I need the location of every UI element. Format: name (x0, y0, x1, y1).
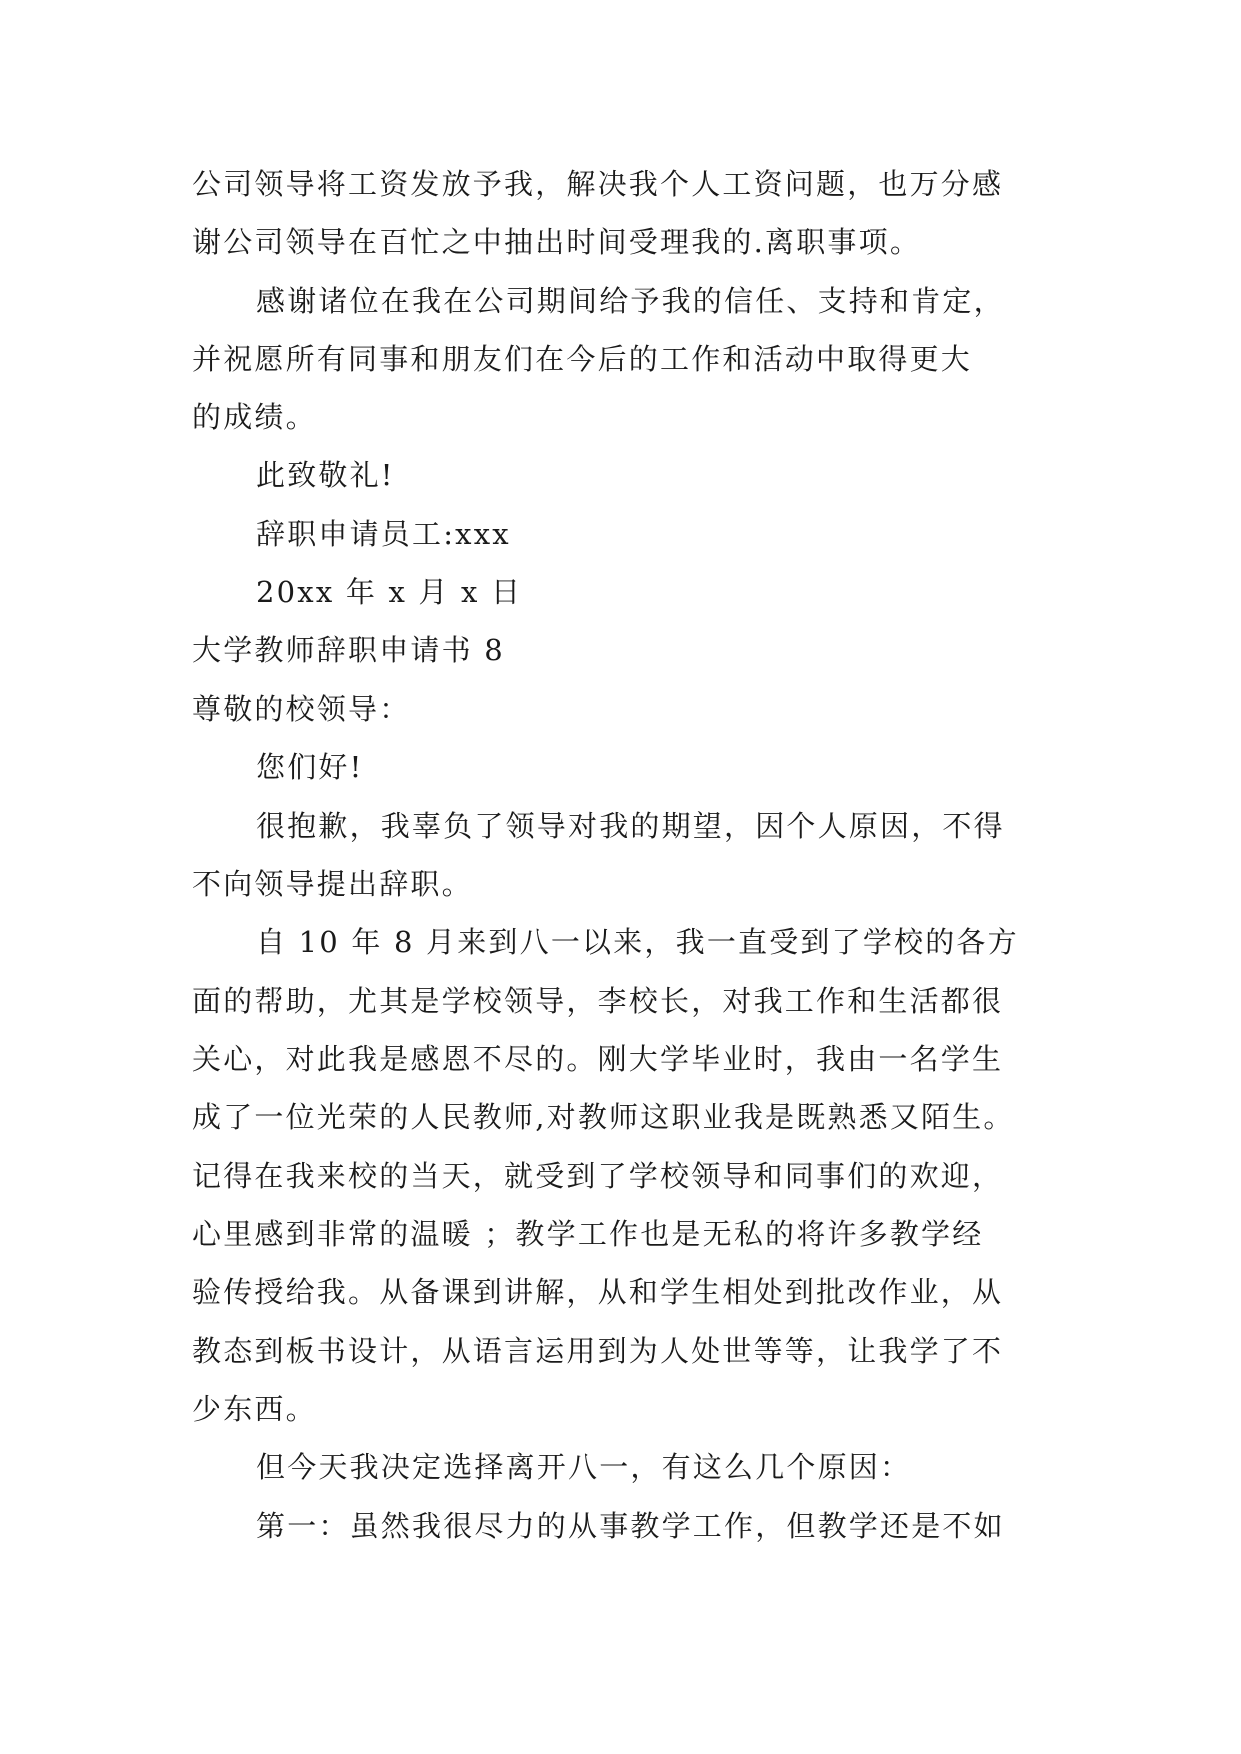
paragraph-start-line: 感谢诸位在我在公司期间给予我的信任、支持和肯定， (256, 284, 1005, 318)
greeting-line: 您们好! (256, 750, 364, 784)
paragraph-start-line: 第一：虽然我很尽力的从事教学工作，但教学还是不如 (256, 1509, 1005, 1543)
greeting-line: 尊敬的校领导： (192, 692, 411, 726)
text-line: 并祝愿所有同事和朋友们在今后的工作和活动中取得更大 (192, 342, 973, 376)
paragraph-start-line: 但今天我决定选择离开八一，有这么几个原因： (256, 1450, 912, 1484)
section-title: 大学教师辞职申请书 8 (192, 633, 505, 667)
text-line: 心里感到非常的温暖 ；教学工作也是无私的将许多教学经 (192, 1217, 984, 1251)
text-line: 关心，对此我是感恩不尽的。刚大学毕业时，我由一名学生 (192, 1042, 1004, 1076)
text-line: 不向领导提出辞职。 (192, 867, 473, 901)
paragraph-start-line: 很抱歉，我辜负了领导对我的期望，因个人原因，不得 (256, 809, 1005, 843)
text-line: 的成绩。 (192, 400, 317, 434)
text-line: 记得在我来校的当天，就受到了学校领导和同事们的欢迎， (192, 1159, 1004, 1193)
date-line: 20xx 年 x 月 x 日 (256, 575, 523, 609)
text-line: 公司领导将工资发放予我，解决我个人工资问题，也万分感 (192, 167, 1004, 201)
text-line: 验传授给我。从备课到讲解，从和学生相处到批改作业，从 (192, 1275, 1004, 1309)
paragraph-start-line: 自 10 年 8 月来到八一以来，我一直受到了学校的各方 (256, 925, 1019, 959)
text-line: 教态到板书设计，从语言运用到为人处世等等，让我学了不 (192, 1334, 1004, 1368)
signature-line: 辞职申请员工:xxx (256, 517, 511, 551)
text-line: 少东西。 (192, 1392, 317, 1426)
text-line: 谢公司领导在百忙之中抽出时间受理我的.离职事项。 (192, 225, 922, 259)
text-line: 成了一位光荣的人民教师,对教师这职业我是既熟悉又陌生。 (192, 1100, 1015, 1134)
text-line: 面的帮助，尤其是学校领导，李校长，对我工作和生活都很 (192, 984, 1004, 1018)
closing-salutation: 此致敬礼! (256, 458, 395, 492)
